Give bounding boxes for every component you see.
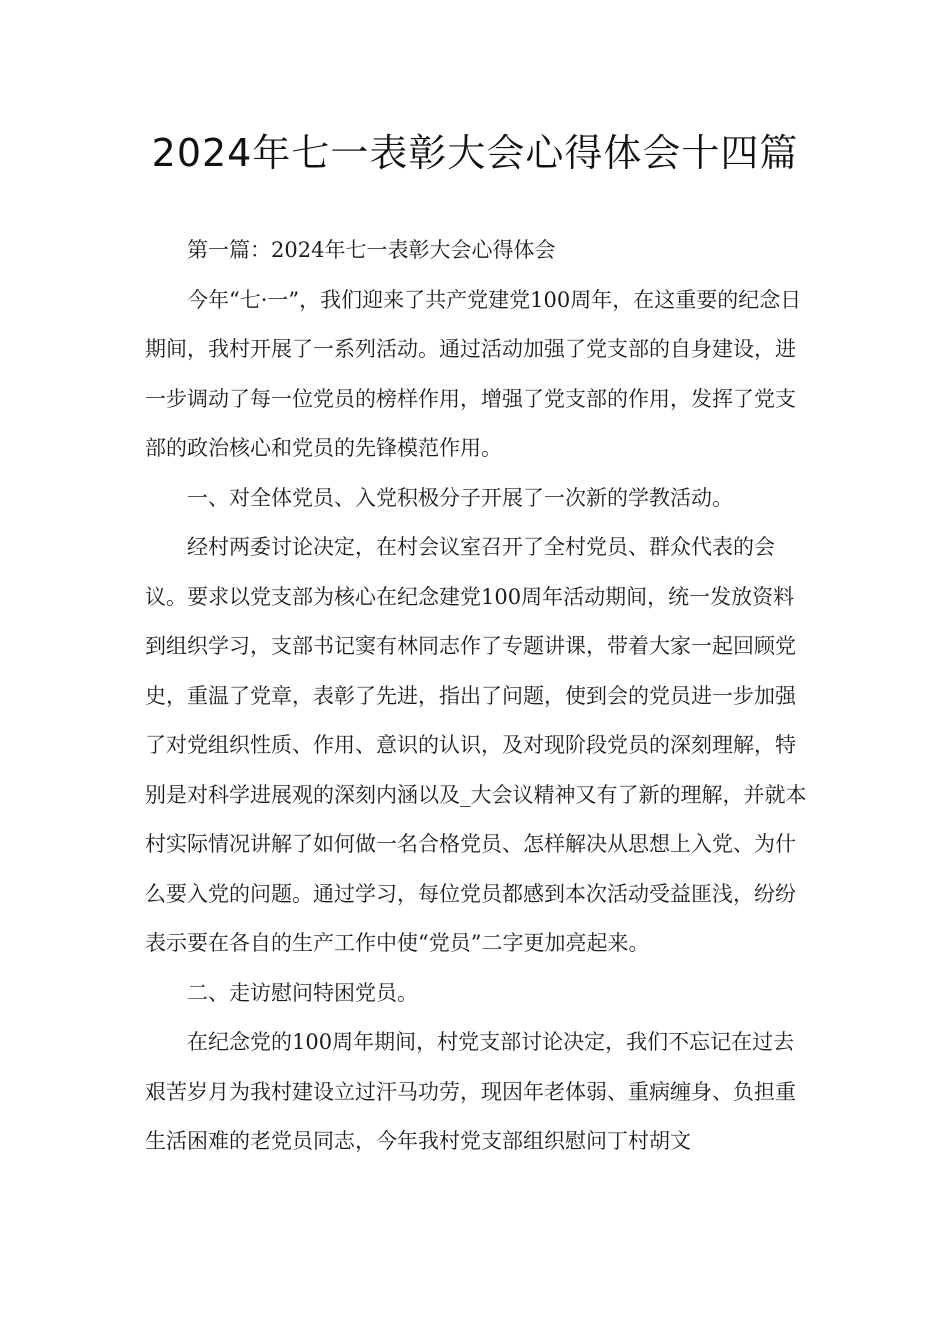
section-heading: 第一篇：2024年七一表彰大会心得体会 bbox=[187, 238, 556, 262]
document-title: 2024年七一表彰大会心得体会十四篇 bbox=[151, 131, 799, 175]
paragraph: 经村两委讨论决定，在村会议室召开了全村党员、群众代表的会议。要求以党支部为核心在纪念建党100周年活动期间，统一发放资料到组织学习，支部书记窦有林同志作了专题讲课，带着大家一起回顾党史，重温了党章，表彰了先进，指出了问题，使到会的党员进一步加强了对党组织性质、作用、意识的认识，及对现阶段党员的深刻理解，特别是对科学进展观的深刻内涵以及_大会议精神又有了新的理解，并就本村实际情况讲解了如何做一名合格党员、怎样解决从思想上入党、为什么要入党的问题。通过学习，每位党员都感到本次活动受益匪浅，纷纷表示要在各自的生产工作中使“党员”二字更加亮起来。 bbox=[145, 535, 807, 955]
paragraph: 今年“七·一”，我们迎来了共产党建党100周年，在这重要的纪念日期间，我村开展了一系列活动。通过活动加强了党支部的自身建设，进一步调动了每一位党员的榜样作用，增强了党支部的作用，发挥了党支部的政治核心和党员的先锋模范作用。 bbox=[145, 287, 802, 460]
subsection-heading: 一、对全体党员、入党积极分子开展了一次新的学教活动。 bbox=[187, 485, 733, 510]
paragraph: 在纪念党的100周年期间，村党支部讨论决定，我们不忘记在过去艰苦岁月为我村建设立过汗马功劳，现因年老体弱、重病缠身、负担重生活困难的老党员同志，今年我村党支部组织慰问丁村胡文 bbox=[145, 1030, 796, 1153]
subsection-heading: 二、走访慰问特困党员。 bbox=[187, 980, 418, 1005]
document-body bbox=[145, 226, 810, 1167]
